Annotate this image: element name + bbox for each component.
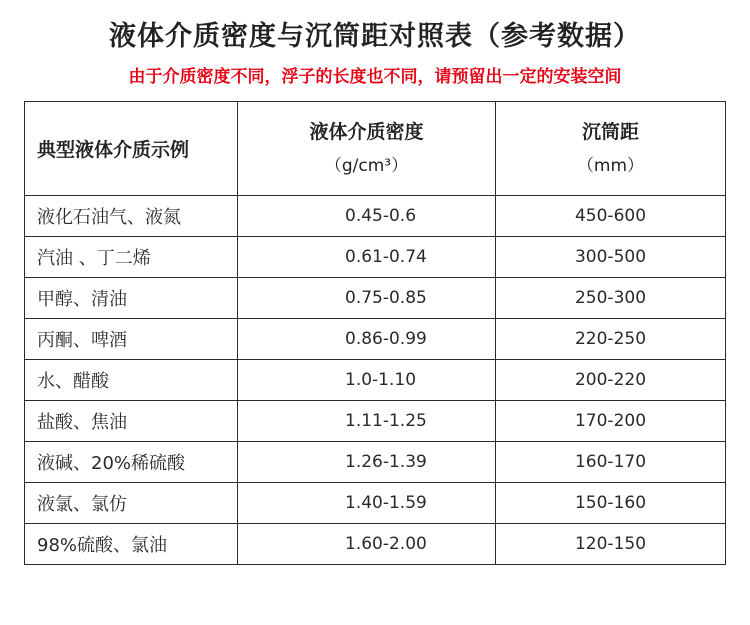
cell-medium: 液氯、氯仿	[25, 483, 238, 524]
cell-density: 1.26-1.39	[238, 442, 496, 483]
cell-distance: 300-500	[496, 237, 726, 278]
cell-distance: 160-170	[496, 442, 726, 483]
header-distance	[496, 102, 726, 196]
cell-medium: 丙酮、啤酒	[25, 319, 238, 360]
table-row	[25, 401, 726, 442]
cell-medium: 甲醇、清油	[25, 278, 238, 319]
cell-distance: 150-160	[496, 483, 726, 524]
cell-medium: 98%硫酸、氯油	[25, 524, 238, 565]
density-reference-table	[24, 101, 726, 565]
header-distance-label: 沉筒距	[581, 120, 639, 143]
cell-medium: 水、醋酸	[25, 360, 238, 401]
cell-distance: 200-220	[496, 360, 726, 401]
page-title: 液体介质密度与沉筒距对照表（参考数据）	[109, 21, 641, 52]
table-row	[25, 278, 726, 319]
header-density	[238, 102, 496, 196]
header-medium: 典型液体介质示例	[25, 102, 238, 196]
cell-medium: 汽油 、丁二烯	[25, 237, 238, 278]
header-distance-unit: （mm）	[576, 155, 645, 176]
cell-medium: 盐酸、焦油	[25, 401, 238, 442]
cell-distance: 220-250	[496, 319, 726, 360]
cell-density: 0.86-0.99	[238, 319, 496, 360]
table-row	[25, 237, 726, 278]
table-row	[25, 360, 726, 401]
cell-density: 0.61-0.74	[238, 237, 496, 278]
table-row	[25, 319, 726, 360]
table-header-row	[25, 102, 726, 196]
cell-density: 1.40-1.59	[238, 483, 496, 524]
cell-distance: 450-600	[496, 196, 726, 237]
cell-distance: 250-300	[496, 278, 726, 319]
table-row	[25, 483, 726, 524]
cell-density: 1.60-2.00	[238, 524, 496, 565]
cell-distance: 120-150	[496, 524, 726, 565]
table-row	[25, 442, 726, 483]
header-density-label: 液体介质密度	[309, 120, 424, 143]
cell-density: 1.0-1.10	[238, 360, 496, 401]
cell-medium: 液碱、20%稀硫酸	[25, 442, 238, 483]
header-density-unit: （g/cm³）	[324, 155, 409, 176]
cell-medium: 液化石油气、液氮	[25, 196, 238, 237]
page-subtitle: 由于介质密度不同，浮子的长度也不同，请预留出一定的安装空间	[128, 67, 622, 87]
table-row	[25, 524, 726, 565]
cell-density: 0.45-0.6	[238, 196, 496, 237]
table-row	[25, 196, 726, 237]
cell-distance: 170-200	[496, 401, 726, 442]
cell-density: 1.11-1.25	[238, 401, 496, 442]
cell-density: 0.75-0.85	[238, 278, 496, 319]
